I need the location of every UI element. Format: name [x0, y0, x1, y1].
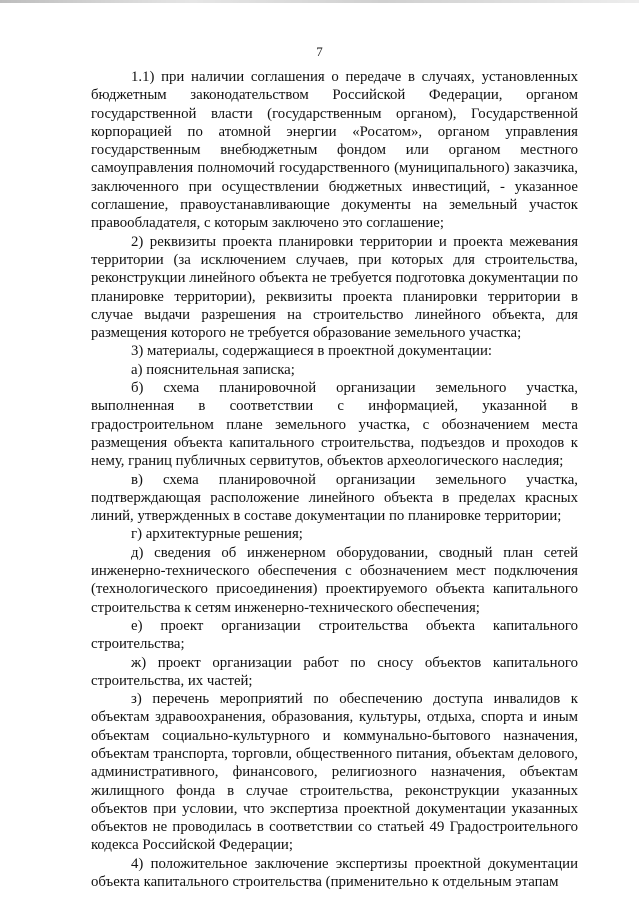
paragraph-4: 4) положительное заключение экспертизы проектной документации объекта капитального строительства (применительно к отдельным этапам [91, 855, 578, 891]
paragraph-3: 3) материалы, содержащиеся в проектной документации: [131, 343, 492, 360]
paragraph-1-1: 1.1) при наличии соглашения о передаче в случаях, установленных бюджетным законодательством Российской Федерации, органом государственной власти (государственным органом), Государственной корпорацией по атомной энергии «Росатом», органом управления государственным внебюджетным фондом или органом местного самоуправления полномочий государственного (муниципального) заказчика, заключенного при осуществлении бюджетных инвестиций, - указанное соглашение, правоустанавливающие документы на земельный участок правообладателя, с которым заключено это соглашение; [91, 69, 578, 232]
paragraph-3z: з) перечень мероприятий по обеспечению доступа инвалидов к объектам здравоохранения, образования, культуры, отдыха, спорта и иным объектам социально-культурного и коммунально-бытового назначения, объектам транспорта, торговли, общественного питания, объектам делового, административного, финансового, религиозного назначения, объектам жилищного фонда в случае строительства, реконструкции указанных объектов при условии, что экспертиза проектной документации указанных объектов не проводилась в соответствии со статьей 49 Градостроительного кодекса Российской Федерации; [91, 691, 578, 854]
paragraph-3g: г) архитектурные решения; [131, 526, 303, 543]
page-number: 7 [316, 44, 323, 59]
paragraph-3a: а) пояснительная записка; [131, 361, 295, 378]
paragraph-3b: б) схема планировочной организации земельного участка, выполненная в соответствии с информацией, указанной в градостроительном плане земельного участка, с обозначением места размещения объекта капитального строительства, подъездов и проходов к нему, границ публичных сервитутов, объектов археологического наследия; [91, 380, 578, 470]
paragraph-3zh: ж) проект организации работ по сносу объектов капитального строительства, их частей; [91, 654, 578, 689]
paragraph-3d: д) сведения об инженерном оборудовании, сводный план сетей инженерно-технического обеспечения с обозначением мест подключения (технологического присоединения) проектируемого объекта капитального строительства к сетям инженерно-технического обеспечения; [91, 544, 578, 616]
scan-top-edge [0, 0, 639, 3]
document-body [91, 68, 578, 891]
paragraph-2: 2) реквизиты проекта планировки территории и проекта межевания территории (за исключением случаев, при которых для строительства, реконструкции линейного объекта не требуется подготовка документации по планировке территории), реквизиты проекта планировки территории в случае выдачи разрешения на строительство линейного объекта, для размещения которого не требуется образование земельного участка; [91, 233, 578, 342]
paragraph-3v: в) схема планировочной организации земельного участка, подтверждающая расположение линейного объекта в пределах красных линий, утвержденных в составе документации по планировке территории; [91, 471, 578, 525]
paragraph-3e: е) проект организации строительства объекта капитального строительства; [91, 617, 578, 653]
